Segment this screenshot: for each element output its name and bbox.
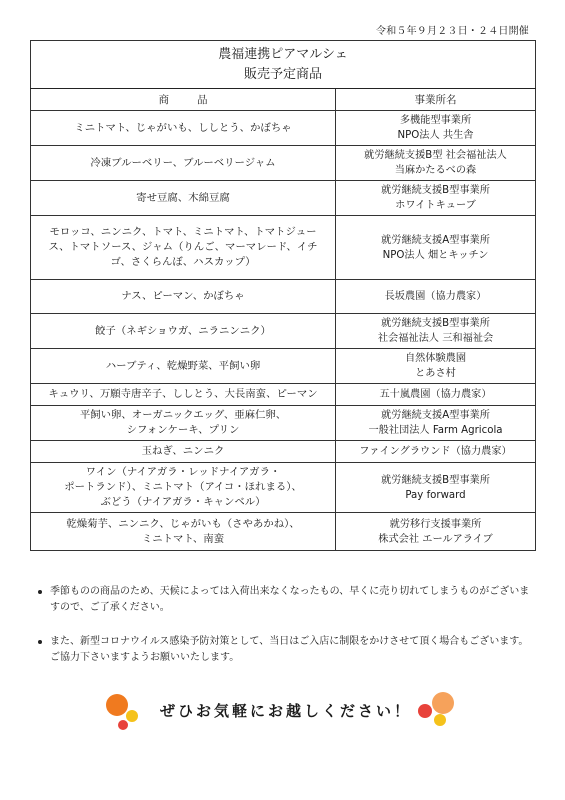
product-cell — [31, 111, 336, 146]
business-line: 一般社団法人 Farm Agricola — [368, 425, 503, 436]
business-line: 自然体験農園 — [404, 353, 467, 364]
product-cell — [31, 181, 336, 216]
table-row — [31, 314, 536, 349]
business-line: 就労継続支援A型事業所 — [381, 234, 490, 246]
product-line: ゴ、さくらんぼ、ハスカップ） — [110, 256, 256, 268]
business-cell — [336, 513, 536, 551]
business-line: 株式会社 エールアライブ — [378, 533, 493, 545]
table-row — [31, 406, 536, 441]
business-cell — [336, 349, 536, 384]
product-line: ポートランド）、ミニトマト（アイコ・ほれまる）、 — [64, 481, 302, 493]
decor-dot-icon — [106, 694, 128, 716]
product-cell — [31, 513, 336, 551]
business-line: NPO法人 畑とキッチン — [382, 249, 489, 261]
table-row — [31, 441, 536, 463]
business-line: 就労継続支援B型事業所 — [381, 185, 490, 196]
note-item — [38, 634, 538, 666]
product-line: 玉ねぎ、ニンニク — [141, 445, 225, 457]
business-cell — [336, 463, 536, 513]
business-cell — [336, 406, 536, 441]
column-header-product: 商品 — [31, 89, 336, 111]
table-body — [31, 111, 536, 551]
product-line: 乾燥菊芋、ニンニク、じゃがいも（さやあかね）、 — [66, 517, 300, 530]
business-cell — [336, 181, 536, 216]
product-line: モロッコ、ニンニク、トマト、ミニトマト、トマトジュー — [49, 226, 317, 238]
business-line: ホワイトキューブ — [395, 200, 476, 211]
product-line: ぶどう（ナイアガラ・キャンベル） — [100, 496, 266, 508]
product-cell — [31, 216, 336, 280]
product-cell — [31, 441, 336, 463]
business-line: NPO法人 共生舎 — [397, 130, 474, 141]
business-cell — [336, 111, 536, 146]
business-line: 多機能型事業所 — [399, 115, 472, 126]
note-text: 季節ものの商品のため、天候によっては入荷出来なくなったもの、早くに売り切れてしまうものがございますので、ご了承ください。 — [50, 586, 530, 613]
table-row — [31, 146, 536, 181]
business-line: 長坂農園（協力農家） — [384, 291, 487, 302]
decor-dot-icon — [418, 704, 432, 718]
table-title — [31, 41, 536, 89]
welcome-banner — [96, 688, 476, 734]
business-line: 就労継続支援B型 社会福祉法人 — [364, 150, 507, 161]
note-text: また、新型コロナウイルス感染予防対策として、当日はご入店に制限をかけさせて頂く場合もございます。ご協力下さいますようお願いいたします。 — [50, 636, 529, 663]
table-row — [31, 384, 536, 406]
product-line: 平飼い卵、オーガニックエッグ、亜麻仁卵、 — [79, 409, 287, 421]
product-line: 餃子（ネギショウガ、ニラニンニク） — [95, 324, 271, 337]
business-line: ファイングラウンド（協力農家） — [359, 446, 512, 457]
note-item — [38, 584, 538, 616]
table-row — [31, 181, 536, 216]
business-line: とあさ村 — [415, 368, 456, 379]
business-cell — [336, 314, 536, 349]
product-cell — [31, 406, 336, 441]
table-row — [31, 513, 536, 551]
product-cell — [31, 384, 336, 406]
product-cell — [31, 146, 336, 181]
table-row — [31, 349, 536, 384]
product-line: ワイン（ナイアガラ・レッドナイアガラ・ — [85, 466, 281, 478]
product-line: 寄せ豆腐、木綿豆腐 — [136, 191, 230, 204]
product-cell — [31, 463, 336, 513]
business-line: 就労継続支援A型事業所 — [381, 410, 490, 421]
product-line: ミニトマト、じゃがいも、ししとう、かぼちゃ — [74, 121, 292, 134]
notes-list — [38, 584, 538, 684]
product-line: ミニトマト、南蛮 — [141, 532, 225, 545]
business-line: 社会福祉法人 三和福祉会 — [377, 333, 494, 344]
business-cell — [336, 384, 536, 406]
product-line: ナス、ピーマン、かぼちゃ — [121, 290, 245, 302]
table-row — [31, 463, 536, 513]
business-line: 当麻かたるべの森 — [394, 165, 477, 176]
business-cell — [336, 146, 536, 181]
table-row — [31, 216, 536, 280]
business-line: 就労移行支援事業所 — [389, 518, 482, 530]
decor-dot-icon — [118, 720, 128, 730]
product-table-wrapper — [30, 40, 535, 551]
decor-dot-icon — [432, 692, 454, 714]
table-row — [31, 280, 536, 314]
decor-dot-icon — [126, 710, 138, 722]
product-line: ハーブティ、乾燥野菜、平飼い卵 — [105, 359, 261, 372]
product-line: 冷凍ブルーベリー、ブルーベリージャム — [90, 156, 276, 169]
column-header-business: 事業所名 — [336, 89, 536, 111]
product-cell — [31, 280, 336, 314]
product-table — [30, 40, 536, 551]
product-line: キュウリ、万願寺唐辛子、ししとう、大長南蛮、ピーマン — [48, 388, 318, 400]
banner-text: ぜひお気軽にお越しください！ — [160, 702, 413, 720]
decor-dot-icon — [434, 714, 446, 726]
business-cell — [336, 280, 536, 314]
product-line: シフォンケーキ、プリン — [126, 424, 240, 436]
bullet-icon — [38, 640, 42, 644]
business-line: 就労継続支援B型事業所 — [381, 474, 490, 486]
business-line: 五十嵐農園（協力農家） — [379, 389, 492, 400]
business-cell — [336, 216, 536, 280]
table-title-line2: 販売予定商品 — [244, 66, 323, 82]
table-row — [31, 111, 536, 146]
business-line: Pay forward — [405, 489, 466, 501]
product-cell — [31, 314, 336, 349]
business-cell — [336, 441, 536, 463]
product-cell — [31, 349, 336, 384]
table-title-line1: 農福連携ピアマルシェ — [218, 46, 348, 62]
event-date: 令和５年９月２３日・２４日開催 — [376, 26, 529, 37]
bullet-icon — [38, 590, 42, 594]
product-line: ス、トマトソース、ジャム（りんご、マーマレード、イチ — [48, 241, 318, 253]
business-line: 就労継続支援B型事業所 — [381, 318, 490, 329]
